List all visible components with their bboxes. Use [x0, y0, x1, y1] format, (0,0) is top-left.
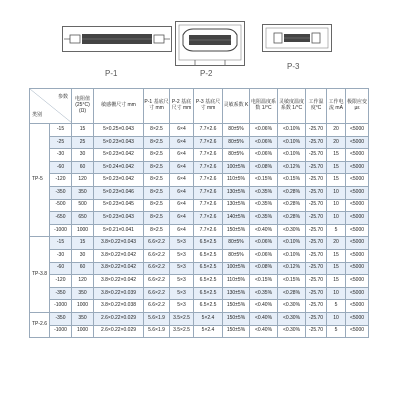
current-cell: 5: [327, 224, 346, 237]
model-suffix-cell: -15: [50, 237, 72, 250]
current-cell: 10: [327, 186, 346, 199]
current-cell: 15: [327, 174, 346, 187]
p1-size-cell: 8×2.5: [144, 149, 170, 162]
resistance-cell: 500: [72, 199, 94, 212]
category-cell: TP-2.6: [30, 312, 50, 337]
temp-range-cell: -25.70: [306, 275, 327, 288]
p3-label: P-3: [287, 62, 300, 71]
current-cell: 15: [327, 262, 346, 275]
model-suffix-cell: -500: [50, 199, 72, 212]
grid-size-cell: 5×0.21×0.041: [94, 224, 144, 237]
p3-size-cell: 6.5×2.5: [194, 237, 223, 250]
current-cell: 20: [327, 237, 346, 250]
tcr-cell: <0.40%: [250, 300, 278, 313]
tcs-cell: <0.28%: [278, 199, 306, 212]
temp-range-cell: -25.70: [306, 212, 327, 225]
tcr-cell: <0.35%: [250, 186, 278, 199]
grid-size-cell: 3.8×0.22×0.042: [94, 249, 144, 262]
resistance-cell: 30: [72, 249, 94, 262]
gauge-factor-cell: 80±5%: [223, 249, 250, 262]
tcr-cell: <0.08%: [250, 262, 278, 275]
gauge-factor-cell: 130±5%: [223, 186, 250, 199]
temp-range-cell: -25.70: [306, 287, 327, 300]
temp-range-cell: -25.70: [306, 300, 327, 313]
p3-size-cell: 5×2.4: [194, 325, 223, 338]
p2-size-cell: 6×4: [170, 212, 194, 225]
tcs-cell: <0.12%: [278, 262, 306, 275]
resistance-cell: 350: [72, 312, 94, 325]
table-row: [30, 224, 369, 237]
current-cell: 10: [327, 212, 346, 225]
p3-size-cell: 6.5×2.5: [194, 300, 223, 313]
header-current: 工作电流 mA: [327, 89, 346, 124]
gauge-factor-cell: 80±5%: [223, 124, 250, 137]
table-row: [30, 199, 369, 212]
tcr-cell: <0.06%: [250, 124, 278, 137]
temp-range-cell: -25.70: [306, 186, 327, 199]
tcs-cell: <0.10%: [278, 124, 306, 137]
p2-size-cell: 6×4: [170, 124, 194, 137]
tcr-cell: <0.08%: [250, 161, 278, 174]
p2-size-cell: 6×4: [170, 149, 194, 162]
strain-limit-cell: <5000: [346, 275, 369, 288]
tcs-cell: <0.15%: [278, 174, 306, 187]
grid-size-cell: 5×0.23×0.045: [94, 199, 144, 212]
p3-size-cell: 7.7×2.6: [194, 186, 223, 199]
header-row: [30, 89, 369, 124]
p1-size-cell: 8×2.5: [144, 212, 170, 225]
gauge-factor-cell: 80±5%: [223, 149, 250, 162]
gauge-factor-cell: 110±5%: [223, 275, 250, 288]
p2-size-cell: 6×4: [170, 199, 194, 212]
resistance-cell: 350: [72, 287, 94, 300]
p1-size-cell: 8×2.5: [144, 161, 170, 174]
p3-size-cell: 7.7×2.6: [194, 149, 223, 162]
tcs-cell: <0.30%: [278, 224, 306, 237]
strain-limit-cell: <5000: [346, 136, 369, 149]
table-row: [30, 212, 369, 225]
header-gauge-factor: 灵敏系数 K: [223, 89, 250, 124]
header-corner-category: 类别: [32, 112, 43, 119]
resistance-cell: 15: [72, 124, 94, 137]
model-suffix-cell: -1000: [50, 325, 72, 338]
p1-size-cell: 6.6×2.2: [144, 287, 170, 300]
grid-size-cell: 3.8×0.22×0.039: [94, 287, 144, 300]
gauge-factor-cell: 150±5%: [223, 300, 250, 313]
model-suffix-cell: -120: [50, 174, 72, 187]
table-row: [30, 174, 369, 187]
gauge-factor-cell: 80±5%: [223, 136, 250, 149]
tcr-cell: <0.15%: [250, 174, 278, 187]
grid-size-cell: 5×0.23×0.043: [94, 136, 144, 149]
resistance-cell: 120: [72, 275, 94, 288]
p1-size-cell: 8×2.5: [144, 136, 170, 149]
p3-size-cell: 7.7×2.6: [194, 124, 223, 137]
tcr-cell: <0.40%: [250, 312, 278, 325]
sensor-diagrams: [0, 0, 400, 80]
tcs-cell: <0.10%: [278, 249, 306, 262]
strain-limit-cell: <5000: [346, 124, 369, 137]
table-row: [30, 312, 369, 325]
gauge-factor-cell: 150±5%: [223, 325, 250, 338]
resistance-cell: 60: [72, 161, 94, 174]
p1-size-cell: 6.6×2.2: [144, 262, 170, 275]
table-row: [30, 136, 369, 149]
model-suffix-cell: -15: [50, 124, 72, 137]
tcs-cell: <0.30%: [278, 300, 306, 313]
temp-range-cell: -25.70: [306, 161, 327, 174]
header-p1-size: P-1 基底尺寸 mm: [144, 89, 170, 124]
table-row: [30, 325, 369, 338]
temp-range-cell: -25.70: [306, 199, 327, 212]
p3-size-cell: 7.7×2.6: [194, 161, 223, 174]
p1-size-cell: 8×2.5: [144, 199, 170, 212]
p1-diagram: [62, 26, 172, 52]
model-suffix-cell: -30: [50, 249, 72, 262]
tcs-cell: <0.15%: [278, 275, 306, 288]
current-cell: 10: [327, 312, 346, 325]
p3-size-cell: 6.5×2.5: [194, 275, 223, 288]
p3-size-cell: 7.7×2.6: [194, 224, 223, 237]
strain-limit-cell: <5000: [346, 249, 369, 262]
grid-size-cell: 5×0.24×0.042: [94, 161, 144, 174]
p2-size-cell: 5×3: [170, 262, 194, 275]
p1-size-cell: 8×2.5: [144, 124, 170, 137]
tcs-cell: <0.10%: [278, 136, 306, 149]
header-grid-size: 敏感栅尺寸 mm: [94, 89, 144, 124]
p2-size-cell: 5×3: [170, 237, 194, 250]
p3-size-cell: 7.7×2.6: [194, 136, 223, 149]
header-strain: 极限应变 με: [346, 89, 369, 124]
model-suffix-cell: -650: [50, 212, 72, 225]
gauge-factor-cell: 100±5%: [223, 262, 250, 275]
p1-size-cell: 5.6×1.9: [144, 325, 170, 338]
resistance-cell: 30: [72, 149, 94, 162]
p3-size-cell: 7.7×2.6: [194, 212, 223, 225]
tcr-cell: <0.06%: [250, 149, 278, 162]
p2-size-cell: 6×4: [170, 136, 194, 149]
grid-size-cell: 2.6×0.22×0.029: [94, 312, 144, 325]
strain-limit-cell: <5000: [346, 312, 369, 325]
table-row: [30, 300, 369, 313]
tcr-cell: <0.15%: [250, 275, 278, 288]
tcs-cell: <0.28%: [278, 212, 306, 225]
tcs-cell: <0.10%: [278, 237, 306, 250]
temp-range-cell: -25.70: [306, 174, 327, 187]
tcs-cell: <0.30%: [278, 312, 306, 325]
table-row: [30, 124, 369, 137]
tcs-cell: <0.30%: [278, 325, 306, 338]
resistance-cell: 350: [72, 186, 94, 199]
spec-table: [29, 88, 369, 338]
tcr-cell: <0.35%: [250, 212, 278, 225]
resistance-cell: 120: [72, 174, 94, 187]
temp-range-cell: -25.70: [306, 149, 327, 162]
p2-size-cell: 6×4: [170, 186, 194, 199]
current-cell: 10: [327, 287, 346, 300]
model-suffix-cell: -25: [50, 136, 72, 149]
grid-size-cell: 5×0.25×0.043: [94, 124, 144, 137]
model-suffix-cell: -120: [50, 275, 72, 288]
header-p3-size: P-3 基底尺寸 mm: [194, 89, 223, 124]
temp-range-cell: -25.70: [306, 224, 327, 237]
gauge-factor-cell: 150±5%: [223, 312, 250, 325]
model-suffix-cell: -60: [50, 262, 72, 275]
current-cell: 20: [327, 136, 346, 149]
tcs-cell: <0.28%: [278, 287, 306, 300]
grid-size-cell: 3.8×0.22×0.043: [94, 237, 144, 250]
strain-limit-cell: <5000: [346, 212, 369, 225]
gauge-factor-cell: 80±5%: [223, 237, 250, 250]
header-resistance: 电阻值(25°C) (Ω): [72, 89, 94, 124]
model-suffix-cell: -350: [50, 312, 72, 325]
p1-size-cell: 6.6×2.2: [144, 275, 170, 288]
p2-label: P-2: [200, 69, 213, 78]
p2-size-cell: 5×3: [170, 249, 194, 262]
temp-range-cell: -25.70: [306, 124, 327, 137]
gauge-factor-cell: 130±5%: [223, 199, 250, 212]
current-cell: 15: [327, 161, 346, 174]
header-corner: [30, 89, 72, 124]
temp-range-cell: -25.70: [306, 249, 327, 262]
temp-range-cell: -25.70: [306, 312, 327, 325]
table-row: [30, 186, 369, 199]
strain-limit-cell: <5000: [346, 237, 369, 250]
model-suffix-cell: -350: [50, 186, 72, 199]
p1-size-cell: 6.6×2.2: [144, 300, 170, 313]
tcr-cell: <0.40%: [250, 224, 278, 237]
gauge-factor-cell: 140±5%: [223, 212, 250, 225]
p3-size-cell: 6.5×2.5: [194, 287, 223, 300]
gauge-factor-cell: 100±5%: [223, 161, 250, 174]
p2-diagram: [175, 21, 245, 66]
p1-size-cell: 6.6×2.2: [144, 249, 170, 262]
strain-limit-cell: <5000: [346, 325, 369, 338]
p2-size-cell: 3.5×2.5: [170, 312, 194, 325]
model-suffix-cell: -350: [50, 287, 72, 300]
table-row: [30, 249, 369, 262]
p1-size-cell: 8×2.5: [144, 174, 170, 187]
resistance-cell: 1000: [72, 224, 94, 237]
p2-size-cell: 5×3: [170, 287, 194, 300]
tcs-cell: <0.12%: [278, 161, 306, 174]
strain-limit-cell: <5000: [346, 199, 369, 212]
p2-size-cell: 6×4: [170, 174, 194, 187]
p1-label: P-1: [105, 69, 118, 78]
header-corner-params: 参数: [57, 94, 68, 100]
grid-size-cell: 5×0.23×0.042: [94, 149, 144, 162]
model-suffix-cell: -30: [50, 149, 72, 162]
model-suffix-cell: -60: [50, 161, 72, 174]
temp-range-cell: -25.70: [306, 262, 327, 275]
tcr-cell: <0.06%: [250, 249, 278, 262]
strain-limit-cell: <5000: [346, 262, 369, 275]
strain-limit-cell: <5000: [346, 186, 369, 199]
grid-size-cell: 3.8×0.22×0.042: [94, 275, 144, 288]
temp-range-cell: -25.70: [306, 136, 327, 149]
tcr-cell: <0.06%: [250, 237, 278, 250]
tcr-cell: <0.35%: [250, 199, 278, 212]
gauge-factor-cell: 110±5%: [223, 174, 250, 187]
resistance-cell: 60: [72, 262, 94, 275]
p1-size-cell: 6.6×2.2: [144, 237, 170, 250]
resistance-cell: 15: [72, 237, 94, 250]
current-cell: 15: [327, 275, 346, 288]
strain-limit-cell: <5000: [346, 300, 369, 313]
grid-size-cell: 3.8×0.22×0.038: [94, 300, 144, 313]
header-p2-size: P-2 基底尺寸 mm: [170, 89, 194, 124]
p2-size-cell: 5×3: [170, 275, 194, 288]
p3-size-cell: 6.5×2.5: [194, 249, 223, 262]
p2-size-cell: 6×4: [170, 161, 194, 174]
model-suffix-cell: -1000: [50, 224, 72, 237]
grid-size-cell: 5×0.23×0.043: [94, 212, 144, 225]
strain-limit-cell: <5000: [346, 149, 369, 162]
temp-range-cell: -25.70: [306, 237, 327, 250]
p1-size-cell: 5.6×1.9: [144, 312, 170, 325]
category-cell: TP-3.8: [30, 237, 50, 313]
p3-size-cell: 5×2.4: [194, 312, 223, 325]
p3-size-cell: 7.7×2.6: [194, 199, 223, 212]
p2-size-cell: 6×4: [170, 224, 194, 237]
tcs-cell: <0.10%: [278, 149, 306, 162]
strain-limit-cell: <5000: [346, 287, 369, 300]
header-temp: 工作温度°C: [306, 89, 327, 124]
tcr-cell: <0.35%: [250, 287, 278, 300]
table-row: [30, 275, 369, 288]
p3-diagram: [262, 24, 332, 52]
p3-size-cell: 7.7×2.6: [194, 174, 223, 187]
strain-limit-cell: <5000: [346, 224, 369, 237]
header-tcr: 电阻温度系数 1/°C: [250, 89, 278, 124]
grid-size-cell: 5×0.23×0.046: [94, 186, 144, 199]
gauge-factor-cell: 150±5%: [223, 224, 250, 237]
current-cell: 20: [327, 124, 346, 137]
model-suffix-cell: -1000: [50, 300, 72, 313]
category-cell: TP-5: [30, 124, 50, 237]
grid-size-cell: 3.8×0.22×0.042: [94, 262, 144, 275]
resistance-cell: 1000: [72, 325, 94, 338]
strain-limit-cell: <5000: [346, 174, 369, 187]
table-row: [30, 237, 369, 250]
current-cell: 10: [327, 199, 346, 212]
grid-size-cell: 5×0.23×0.042: [94, 174, 144, 187]
gauge-factor-cell: 130±5%: [223, 287, 250, 300]
temp-range-cell: -25.70: [306, 325, 327, 338]
current-cell: 15: [327, 149, 346, 162]
header-tcs: 灵敏度温度系数 1/°C: [278, 89, 306, 124]
strain-limit-cell: <5000: [346, 161, 369, 174]
spec-table-body: [30, 124, 369, 338]
current-cell: 5: [327, 300, 346, 313]
resistance-cell: 1000: [72, 300, 94, 313]
table-row: [30, 161, 369, 174]
table-row: [30, 149, 369, 162]
p2-size-cell: 3.5×2.5: [170, 325, 194, 338]
p1-size-cell: 8×2.5: [144, 224, 170, 237]
resistance-cell: 650: [72, 212, 94, 225]
p1-size-cell: 8×2.5: [144, 186, 170, 199]
p3-size-cell: 6.5×2.5: [194, 262, 223, 275]
current-cell: 5: [327, 325, 346, 338]
tcs-cell: <0.28%: [278, 186, 306, 199]
resistance-cell: 25: [72, 136, 94, 149]
tcr-cell: <0.40%: [250, 325, 278, 338]
tcr-cell: <0.06%: [250, 136, 278, 149]
current-cell: 15: [327, 249, 346, 262]
grid-size-cell: 2.6×0.22×0.029: [94, 325, 144, 338]
p2-size-cell: 5×3: [170, 300, 194, 313]
table-row: [30, 287, 369, 300]
table-row: [30, 262, 369, 275]
